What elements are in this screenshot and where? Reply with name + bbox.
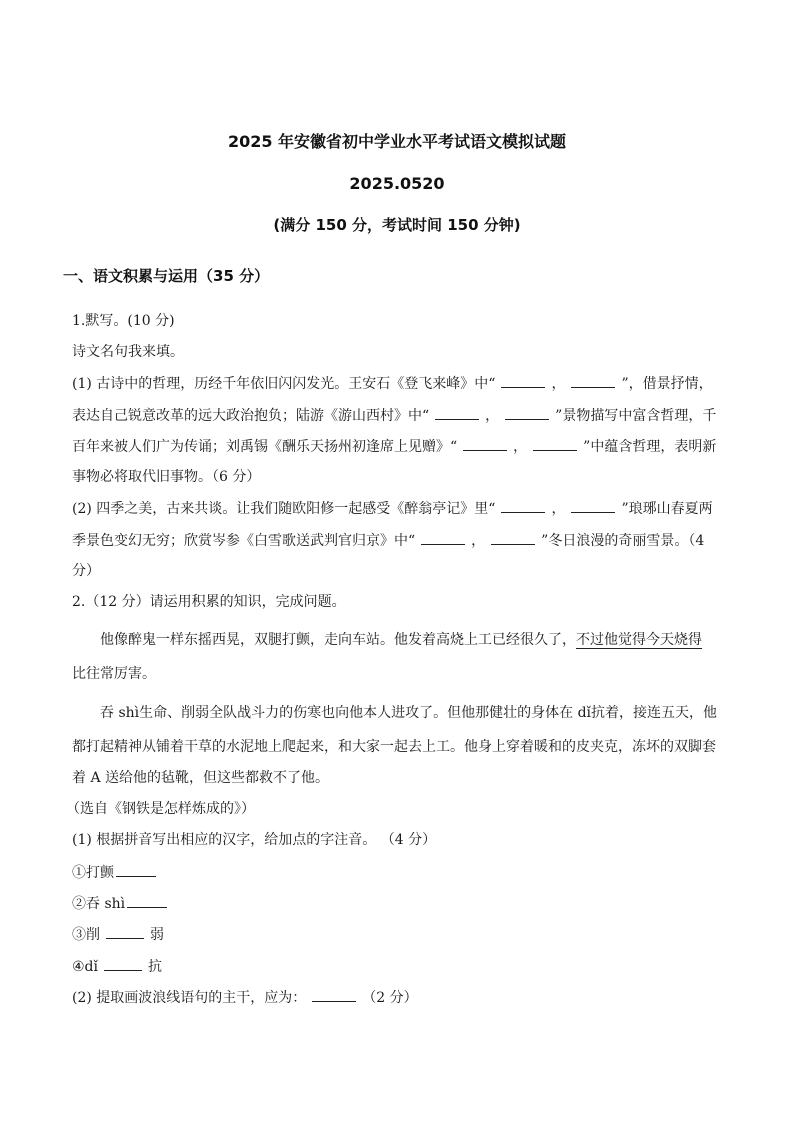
q2-head: 2.（12 分）请运用积累的知识，完成问题。	[72, 594, 346, 610]
answer-blank[interactable]	[505, 405, 549, 420]
q2-item2	[72, 893, 173, 914]
text: 弱	[150, 927, 164, 943]
text: ”景物描写中富含哲理，千	[555, 408, 717, 424]
q2-para1-line1	[100, 630, 702, 650]
text: ②吞 shì	[72, 896, 126, 912]
answer-blank[interactable]	[116, 862, 156, 877]
text: 百年来被人们广为传诵；刘禹锡《酬乐天扬州初逢席上见赠》“	[72, 439, 458, 455]
answer-blank[interactable]	[571, 373, 615, 388]
text: (2) 四季之美，古来共谈。让我们随欧阳修一起感受《醉翁亭记》里“	[72, 501, 496, 517]
q2-para2-line3: 着 A 送给他的毡靴，但这些都救不了他。	[72, 770, 330, 786]
text: ，	[551, 501, 566, 517]
answer-blank[interactable]	[491, 530, 535, 545]
answer-blank[interactable]	[106, 924, 144, 939]
wavy-underlined-sentence: 不过他觉得今天烧得	[576, 632, 702, 648]
q2-item1	[72, 862, 162, 883]
text: 抗	[148, 959, 162, 975]
text: (1) 古诗中的哲理，历经千年依旧闪闪发光。王安石《登飞来峰》中“	[72, 376, 496, 392]
answer-blank[interactable]	[435, 405, 479, 420]
q1-p1-line2	[72, 405, 716, 426]
q1-p2-line1	[72, 498, 713, 519]
text: (2) 提取画波浪线语句的主干，应为：	[72, 990, 307, 1006]
exam-date: 2025.0520	[349, 174, 445, 193]
answer-blank[interactable]	[312, 987, 356, 1002]
q1-p2-line2	[72, 530, 704, 551]
text: 表达自己锐意改革的远大政治抱负；陆游《游山西村》中“	[72, 408, 430, 424]
q2-sub2	[72, 987, 418, 1008]
q2-para2-line1: 吞 shì生命、削弱全队战斗力的伤寒也向他本人进攻了。但他那健壮的身体在 dǐ抗着，接连五天，他	[100, 705, 718, 721]
exam-note: (满分 150 分，考试时间 150 分钟)	[273, 216, 521, 234]
text: ，	[551, 376, 566, 392]
q2-item3	[72, 924, 164, 945]
answer-blank[interactable]	[127, 893, 167, 908]
exam-title: 2025 年安徽省初中学业水平考试语文模拟试题	[227, 132, 567, 151]
answer-blank[interactable]	[463, 436, 507, 451]
q2-source: （选自《钢铁是怎样炼成的》）	[66, 801, 255, 817]
text: ③削	[72, 927, 100, 943]
text: ，	[513, 439, 528, 455]
q2-sub1: (1) 根据拼音写出相应的汉字，给加点的字注音。 （4 分）	[72, 832, 437, 848]
text: （2 分）	[362, 990, 418, 1006]
answer-blank[interactable]	[501, 373, 545, 388]
answer-blank[interactable]	[104, 956, 142, 971]
q2-item4	[72, 956, 162, 977]
section-heading: 一、语文积累与运用（35 分）	[63, 267, 270, 285]
q2-para2-line2: 都打起精神从铺着干草的水泥地上爬起来，和大家一起去上工。他身上穿着暖和的皮夹克，冻坏的双脚套	[72, 739, 716, 755]
text: ”，借景抒情，	[621, 376, 713, 392]
q1-p1-line1	[72, 373, 713, 394]
text: ④dǐ	[72, 959, 98, 975]
text: ”琅琊山春夏两	[621, 501, 713, 517]
q1-p2-line3: 分）	[72, 563, 100, 579]
text: ”中蕴含哲理，表明新	[583, 439, 717, 455]
text: ①打颤	[72, 865, 114, 881]
q1-p1-line3	[72, 436, 716, 457]
q1-p1-line4: 事物必将取代旧事物。（6 分）	[72, 469, 261, 485]
answer-blank[interactable]	[421, 530, 465, 545]
answer-blank[interactable]	[533, 436, 577, 451]
answer-blank[interactable]	[501, 498, 545, 513]
text: ”冬日浪漫的奇丽雪景。（4	[541, 533, 705, 549]
text: 季景色变幻无穷；欣赏岑参《白雪歌送武判官归京》中“	[72, 533, 416, 549]
answer-blank[interactable]	[571, 498, 615, 513]
q1-head: 1.默写。(10 分)	[72, 313, 175, 329]
text: ，	[471, 533, 486, 549]
q1-intro: 诗文名句我来填。	[72, 344, 184, 360]
q2-para1-line2: 比往常厉害。	[72, 666, 156, 682]
text: 他像醉鬼一样东摇西晃，双腿打颤，走向车站。他发着高烧上工已经很久了，	[100, 632, 576, 648]
text: ，	[485, 408, 500, 424]
